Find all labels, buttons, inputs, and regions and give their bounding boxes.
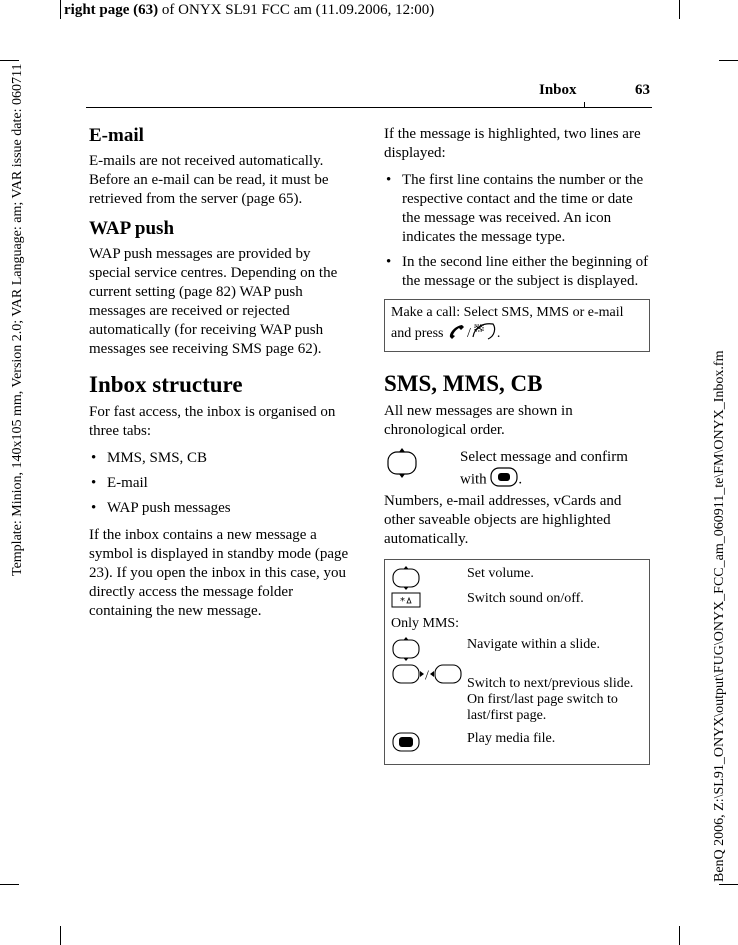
select-end: . — [518, 471, 523, 488]
email-heading: E-mail — [89, 125, 144, 146]
key-row-play — [391, 731, 643, 751]
bullet: • — [386, 254, 392, 270]
structure-heading: Inbox structure — [89, 372, 243, 397]
call-key-icon — [447, 323, 467, 345]
nav-right-icon — [391, 662, 425, 691]
highlight-intro: If the message is highlighted, two lines are displayed: — [384, 126, 641, 161]
list-item — [384, 171, 650, 247]
right-column — [384, 125, 650, 765]
key-separator: / — [425, 668, 429, 684]
structure-intro: For fast access, the inbox is organised on three tabs: — [89, 404, 336, 439]
file-path-info: BenQ 2006, Z:\SL91_ONYX\output\FUG\ONYX_FCC_am_060911_te\FM\ONYX_Inbox.fm — [712, 350, 727, 882]
center-key-icon — [391, 731, 421, 758]
page-number: 63 — [635, 82, 650, 98]
list-item-text: MMS, SMS, CB — [107, 450, 208, 466]
list-item — [384, 253, 650, 291]
svg-text:*: * — [400, 596, 405, 607]
crop-mark — [719, 60, 738, 61]
crop-mark — [60, 926, 61, 945]
key-desc: Play media file. — [467, 731, 556, 746]
options-key-icon — [471, 322, 497, 346]
crop-mark — [679, 926, 680, 945]
crop-mark — [679, 0, 680, 19]
wap-text: WAP push messages are provided by special service centres. Depending on the current setting (page 82) WAP push messages are received or rejected automatically (for receiving WAP push messages see receiving SMS page 62). — [89, 246, 338, 357]
structure-text: If the inbox contains a new message a symbol is displayed in standby mode (page 23). If you open the inbox in this case, you directly access the message folder containing the new message. — [89, 527, 349, 619]
crop-mark — [0, 60, 19, 61]
key-row-volume — [391, 566, 643, 586]
key-row-sound — [391, 591, 643, 611]
note-end: . — [496, 326, 501, 342]
email-text: E-mails are not received automatically. Before an e-mail can be read, it must be retrieved from the server (page 65). — [89, 153, 329, 207]
header-rule — [86, 107, 652, 108]
crop-mark — [0, 884, 19, 885]
center-key-icon — [490, 467, 518, 493]
left-column — [89, 124, 355, 629]
sms-text: All new messages are shown in chronological order. — [384, 403, 573, 438]
key-function-box — [384, 559, 650, 765]
print-job-info: of ONYX SL91 FCC am (11.09.2006, 12:00) — [158, 2, 435, 18]
key-desc: Switch to next/previous slide. On first/last page switch to last/first page. — [467, 676, 634, 723]
sms-heading: SMS, MMS, CB — [384, 371, 543, 396]
running-header — [86, 82, 652, 108]
list-item — [89, 449, 355, 468]
key-row-switch-slide — [391, 662, 643, 726]
list-item — [89, 474, 355, 493]
select-text: Select message and confirm with — [460, 449, 628, 488]
crop-mark — [719, 884, 738, 885]
list-item-text: The first line contains the number or the respective contact and the time or date the message was received. An icon indicates the message type. — [402, 172, 644, 245]
tab-list — [89, 449, 355, 518]
crop-mark — [60, 0, 61, 19]
bullet: • — [386, 172, 392, 188]
key-row-navigate — [391, 637, 643, 657]
wap-heading: WAP push — [89, 218, 175, 239]
select-message-text — [460, 448, 655, 493]
list-item-text: In the second line either the beginning of the message or the subject is displayed. — [402, 254, 649, 289]
select-message-row — [384, 448, 650, 486]
template-info: Template: Minion, 140x105 mm, Version 2.0; VAR Language: am; VAR issue date: 060711 — [10, 64, 25, 577]
key-desc: Navigate within a slide. — [467, 637, 600, 652]
highlight-list — [384, 171, 650, 291]
nav-up-down-icon — [384, 448, 420, 484]
print-job-page: right page (63) — [64, 2, 159, 18]
bullet: • — [91, 475, 97, 491]
bullet: • — [91, 500, 97, 516]
nav-left-icon — [429, 662, 463, 691]
numbers-text: Numbers, e-mail addresses, vCards and other saveable objects are highlighted automatically. — [384, 493, 622, 547]
left-right-keys — [391, 662, 463, 691]
call-note-box — [384, 299, 650, 352]
section-name: Inbox — [539, 82, 577, 98]
key-row-only-mms — [391, 616, 643, 632]
key-desc: Switch sound on/off. — [467, 591, 584, 606]
list-item — [89, 499, 355, 518]
key-desc: Set volume. — [467, 566, 534, 581]
bullet: • — [91, 450, 97, 466]
list-item-text: E-mail — [107, 475, 148, 491]
print-job-title — [64, 1, 434, 19]
list-item-text: WAP push messages — [107, 500, 231, 516]
only-mms-label: Only MMS: — [391, 616, 460, 631]
note-separator: / — [467, 326, 471, 342]
star-key-icon — [391, 591, 421, 614]
note-text: Make a call: Select SMS, MMS or e-mail and press — [391, 305, 624, 342]
